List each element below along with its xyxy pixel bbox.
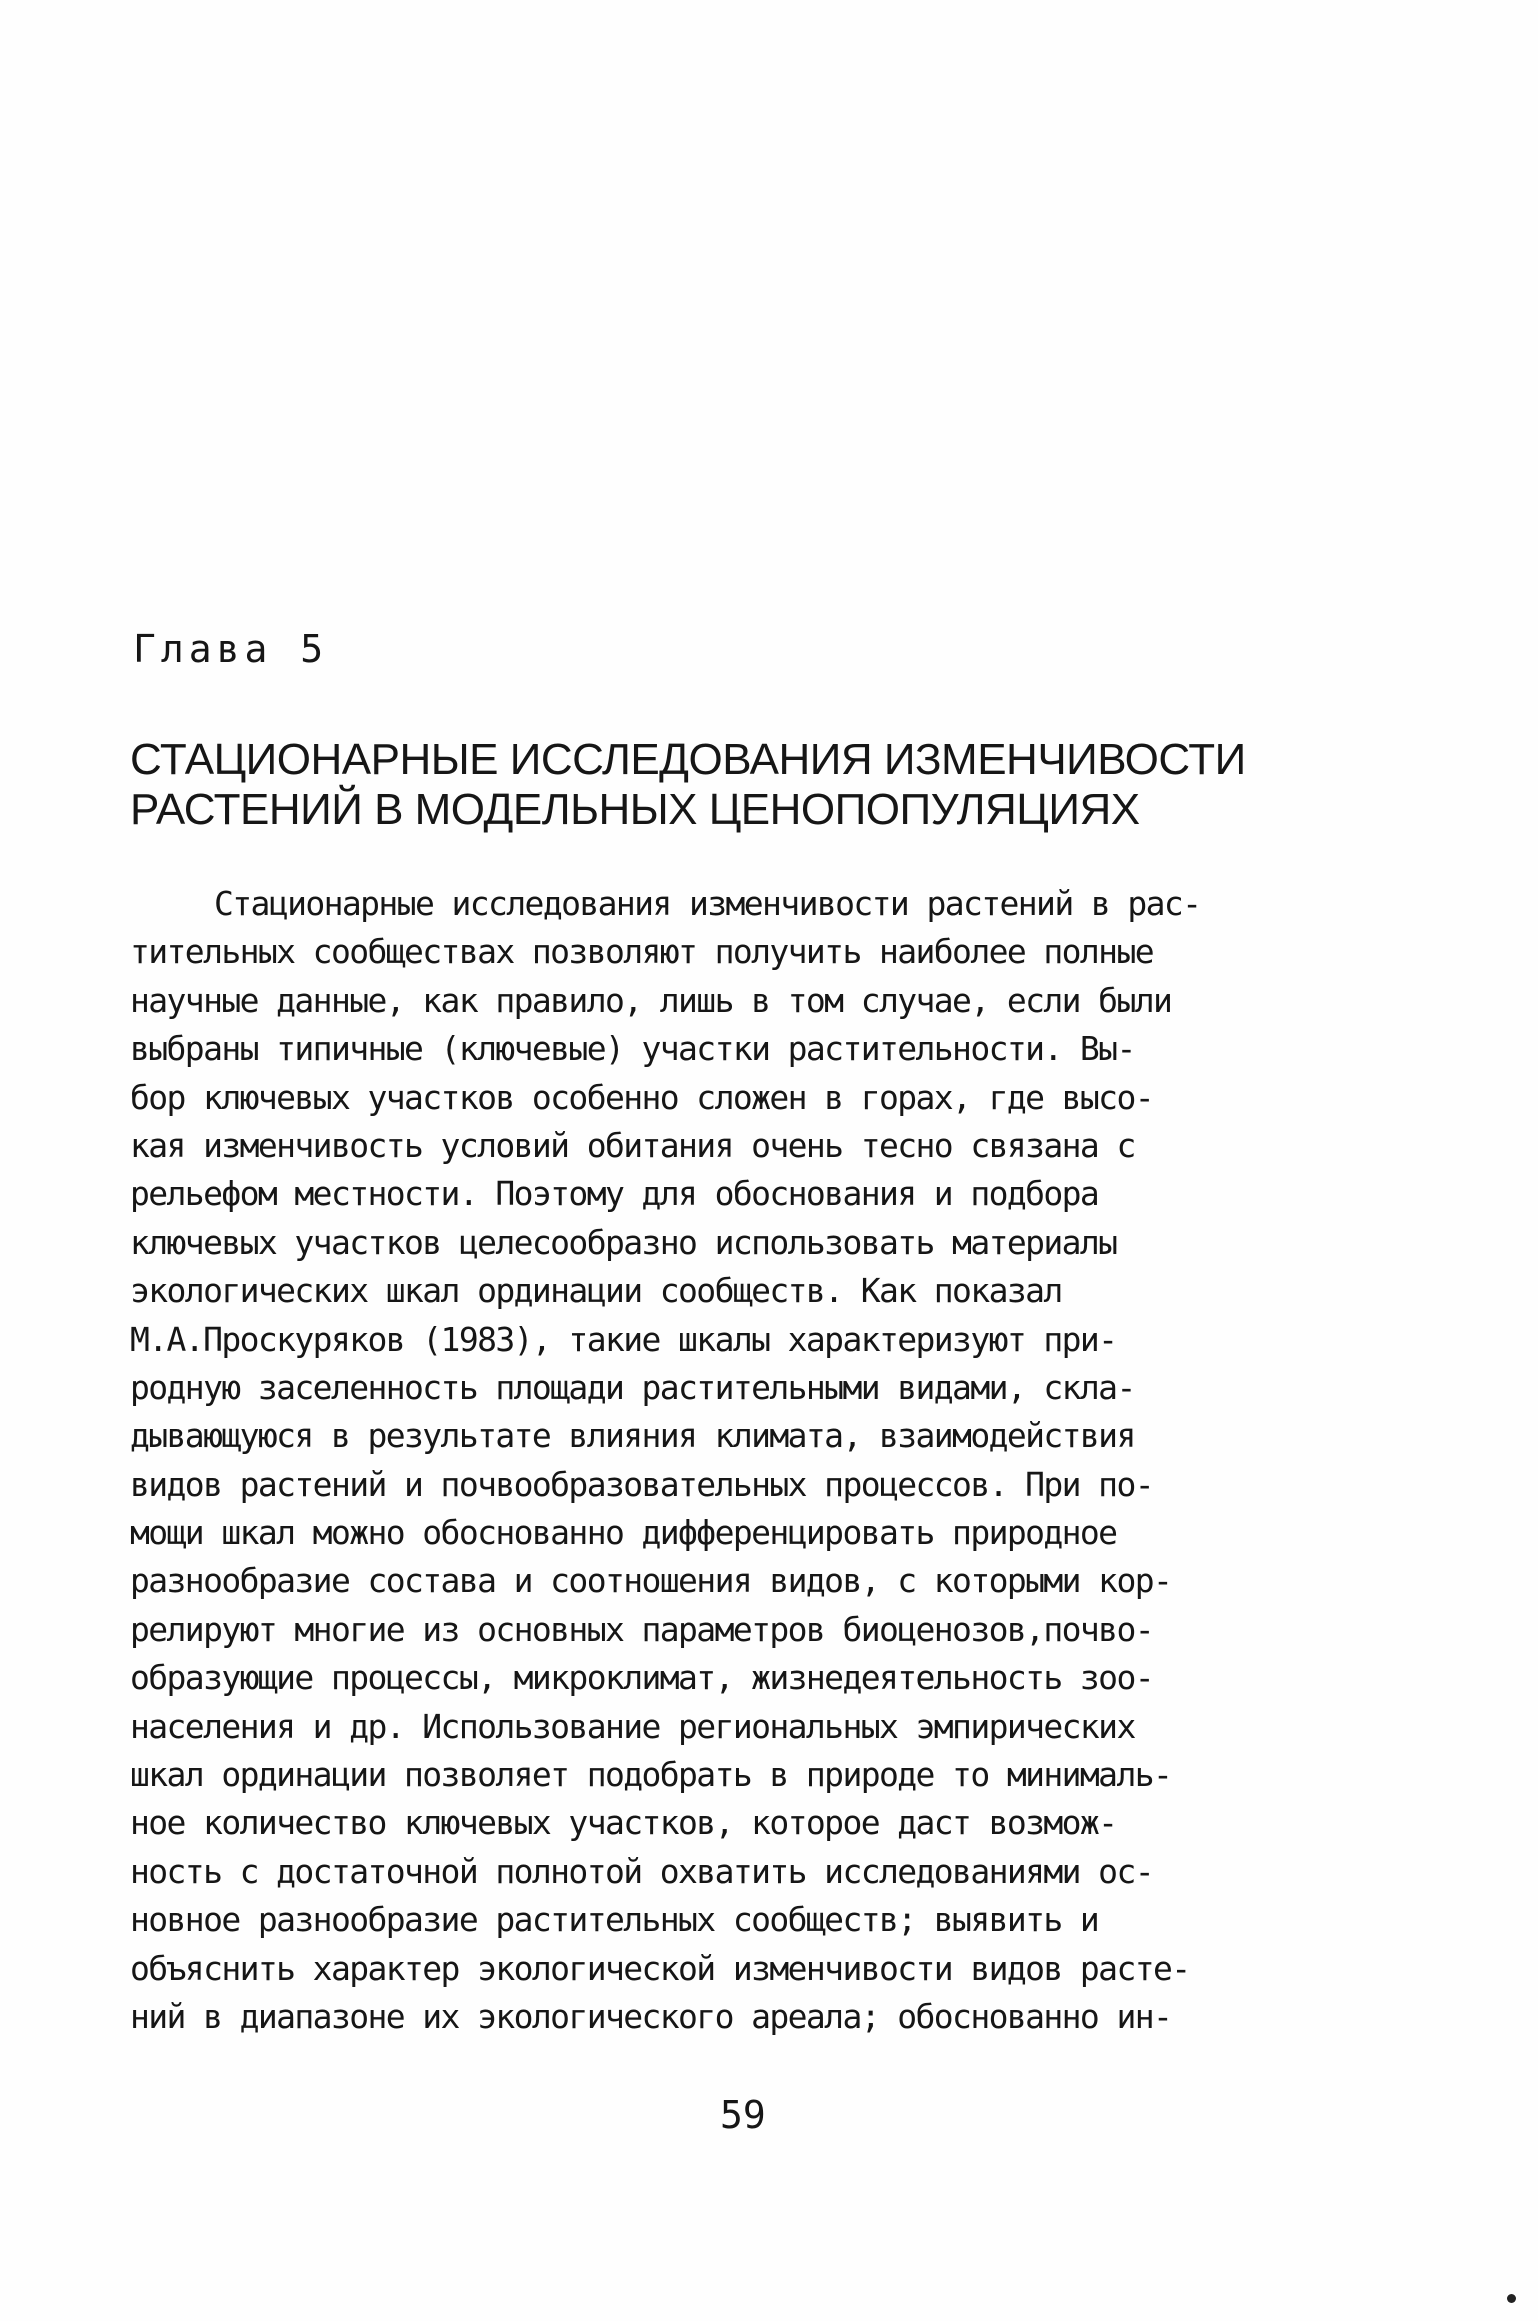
paragraph-line: кая изменчивость условий обитания очень тесно связана с bbox=[130, 1125, 1135, 1165]
paragraph-line: разнообразие состава и соотношения видов, с которыми кор- bbox=[130, 1561, 1172, 1601]
paragraph-line: тительных сообществах позволяют получить наиболее полные bbox=[130, 932, 1153, 972]
page-number: 59 bbox=[720, 2093, 766, 2137]
paragraph-line: ность с достаточной полнотой охватить исследованиями ос- bbox=[130, 1851, 1153, 1891]
paragraph-line: ний в диапазоне их экологического ареала; обоснованно ин- bbox=[130, 1996, 1172, 2036]
paragraph-line: экологических шкал ординации сообществ. Как показал bbox=[130, 1271, 1062, 1311]
paragraph-line: образующие процессы, микроклимат, жизнедеятельность зоо- bbox=[130, 1658, 1153, 1698]
paragraph-line: населения и др. Использование региональных эмпирических bbox=[130, 1706, 1135, 1746]
chapter-title bbox=[130, 735, 1430, 835]
paragraph-line: выбраны типичные (ключевые) участки растительности. Вы- bbox=[130, 1029, 1135, 1069]
paragraph-line: М.А.Проскуряков (1983), такие шкалы характеризуют при- bbox=[130, 1319, 1117, 1359]
paragraph-line: мощи шкал можно обоснованно дифференцировать природное bbox=[130, 1513, 1117, 1553]
chapter-title-line: РАСТЕНИЙ В МОДЕЛЬНЫХ ЦЕНОПОПУЛЯЦИЯХ bbox=[130, 785, 1140, 834]
chapter-label: Глава 5 bbox=[133, 627, 329, 671]
paragraph-line: ключевых участков целесообразно использовать материалы bbox=[130, 1222, 1117, 1262]
body-paragraph bbox=[130, 880, 1460, 2041]
paragraph-line: ное количество ключевых участков, которое даст возмож- bbox=[130, 1803, 1117, 1843]
paragraph-line: бор ключевых участков особенно сложен в горах, где высо- bbox=[130, 1077, 1153, 1117]
paragraph-line: видов растений и почвообразовательных процессов. При по- bbox=[130, 1464, 1153, 1504]
scan-speck bbox=[1507, 2294, 1516, 2303]
paragraph-line: шкал ординации позволяет подобрать в природе то минималь- bbox=[130, 1755, 1172, 1795]
paragraph-line: рельефом местности. Поэтому для обоснования и подбора bbox=[130, 1174, 1099, 1214]
paragraph-line: объяснить характер экологической изменчивости видов расте- bbox=[130, 1948, 1190, 1988]
paragraph-line: дывающуюся в результате влияния климата, взаимодействия bbox=[130, 1416, 1135, 1456]
paragraph-line: научные данные, как правило, лишь в том случае, если были bbox=[130, 980, 1172, 1020]
paragraph-line: новное разнообразие растительных сообществ; выявить и bbox=[130, 1900, 1099, 1940]
paragraph-line: релируют многие из основных параметров биоценозов,почво- bbox=[130, 1609, 1153, 1649]
chapter-title-line: СТАЦИОНАРНЫЕ ИССЛЕДОВАНИЯ ИЗМЕНЧИВОСТИ bbox=[130, 735, 1246, 784]
paragraph-line: Стационарные исследования изменчивости растений в рас- bbox=[214, 884, 1201, 923]
paragraph-line: родную заселенность площади растительными видами, скла- bbox=[130, 1367, 1135, 1407]
